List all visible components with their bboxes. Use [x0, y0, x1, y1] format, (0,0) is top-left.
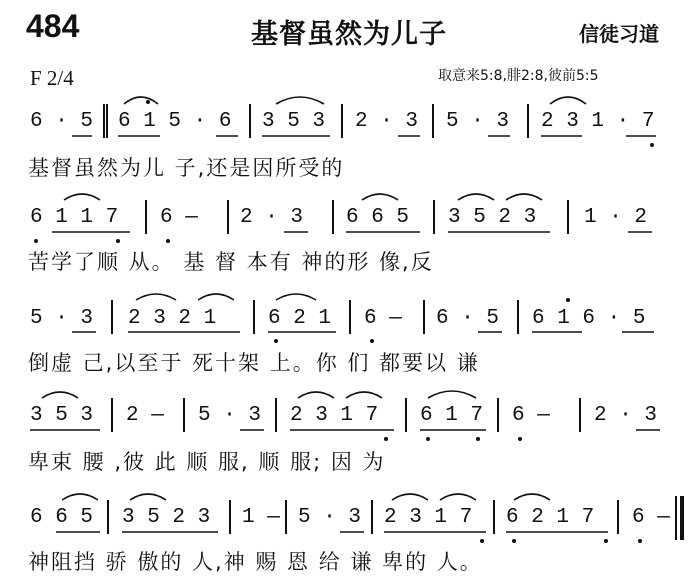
measure: 6 6 5 [346, 206, 410, 229]
measure: 2 · 3 [594, 404, 658, 427]
slur [124, 97, 158, 104]
high-octave-dot [566, 298, 570, 302]
low-octave-dot [604, 539, 608, 543]
slur [64, 194, 100, 200]
measure: 6 1 1 7 [30, 206, 119, 229]
high-octave-dot [146, 100, 150, 104]
measure: 6 2 1 [268, 307, 332, 330]
slur [346, 392, 382, 398]
measure: 5 · 3 [298, 506, 362, 529]
measure: 6 · 5 [436, 307, 500, 330]
low-octave-dot [518, 437, 522, 441]
slur [440, 494, 476, 500]
measure: 3 5 3 [30, 404, 94, 427]
measure: 2 3 1 7 [290, 404, 379, 427]
slur [136, 294, 176, 300]
lyrics-line: 倒虚 己,以至于 死十架 上。你 们 都要以 谦 [28, 351, 480, 375]
hymn-category: 信徒习道 [579, 22, 659, 46]
low-octave-dot [370, 339, 374, 343]
low-octave-dot [480, 539, 484, 543]
slur [276, 97, 324, 104]
low-octave-dot [426, 437, 430, 441]
slur [550, 97, 586, 104]
measure: 6 1 6 · 5 [532, 307, 646, 330]
measure: 2 3 1 7 [384, 506, 473, 529]
slur [130, 494, 166, 500]
measure: 6 — [512, 404, 550, 427]
low-octave-dot [34, 239, 38, 243]
slur [506, 194, 542, 200]
lyrics-line: 基督虽然为儿 子,还是因所受的 [28, 156, 345, 180]
measure: 6 1 7 [420, 404, 484, 427]
measure: 1 · 2 [584, 206, 648, 229]
measure: 2 3 1 · 7 [541, 110, 655, 133]
slur [514, 494, 550, 500]
low-octave-dot [274, 339, 278, 343]
slur [62, 494, 98, 500]
lyrics-line: 神阻挡 骄 傲的 人,神 赐 恩 给 谦 卑的 人。 [28, 550, 483, 574]
measure: 2 · 3 [355, 110, 419, 133]
slur [392, 494, 428, 500]
low-octave-dot [116, 239, 120, 243]
low-octave-dot [476, 437, 480, 441]
measure: 3 5 2 3 [448, 206, 537, 229]
low-octave-dot [512, 539, 516, 543]
low-octave-dot [166, 239, 170, 243]
measure: 6 2 1 7 [506, 506, 595, 529]
low-octave-dot [638, 539, 642, 543]
key-and-time-signature: F 2/4 [30, 66, 74, 90]
measure: 5 · 3 [30, 307, 94, 330]
measure: 6 — [364, 307, 402, 330]
measure: 6 · 5 [30, 110, 94, 133]
measure: 3 5 2 3 [122, 506, 211, 529]
low-octave-dot [650, 143, 654, 147]
slur [458, 194, 494, 200]
measure: 2 — [126, 404, 164, 427]
measure: 5 · 3 [446, 110, 510, 133]
hymn-title: 基督虽然为儿子 [251, 19, 447, 50]
low-octave-dot [384, 437, 388, 441]
slur [428, 391, 476, 398]
hymn-number: 484 [26, 8, 80, 44]
measure: 6 6 5 [30, 506, 94, 529]
slur [362, 194, 398, 200]
measure: 2 3 2 1 [128, 307, 217, 330]
measure: 3 5 3 [262, 110, 326, 133]
measure: 6 — [632, 506, 670, 529]
lyrics-line: 卑束 腰 ,彼 此 顺 服, 顺 服; 因 为 [28, 450, 386, 474]
slur [198, 294, 234, 300]
slur [276, 294, 316, 300]
scripture-reference: 取意来5:8,腓2:8,彼前5:5 [438, 68, 599, 84]
slur [42, 392, 78, 398]
slur [298, 392, 334, 398]
measure: 1 — [242, 506, 280, 529]
measure: 5 · 3 [198, 404, 262, 427]
measure: 6 — [160, 206, 198, 229]
measure: 2 · 3 [240, 206, 304, 229]
lyrics-line: 苦学了顺 从。 基 督 本有 神的形 像,反 [28, 250, 434, 274]
measure: 6 1 5 · 6 [118, 110, 232, 133]
